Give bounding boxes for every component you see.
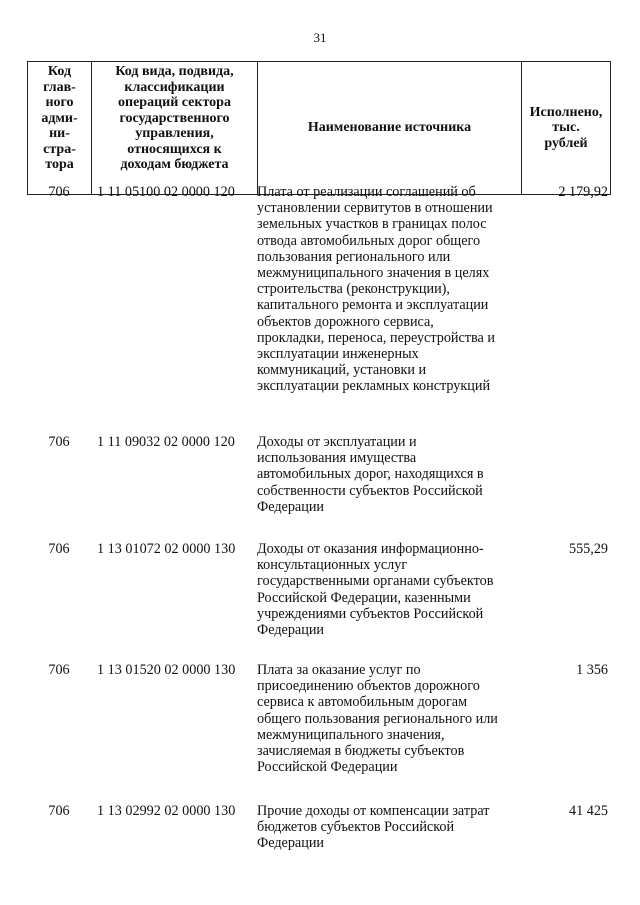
source-name-cell: Плата от реализации соглашений об установлении сервитутов в отношении земельных участков в границах полос отвода автомобильных дорог общего пользования регионального или межмуниципального значения в целях строительства (реконструкции), капитального ремонта и эксплуатации объектов дорожного сервиса, прокладки, переноса, переустройства и эксплуатации инженерных коммуникаций, установки и эксплуатации рекламных конструкций [257,184,495,395]
source-name-cell: Доходы от эксплуатации и использования имущества автомобильных дорог, находящихся в собственности субъектов Российской Федерации [257,434,484,515]
amount-cell: 555,29 [568,541,608,557]
header-admin-code: Код глав- ного адми- ни- стра- тора [28,62,92,195]
header-classification-code: Код вида, подвида, классификации операций сектора государственного управления, относящихся к доходам бюджета [92,62,258,195]
header-source-name: Наименование источника [258,62,522,195]
source-name-cell: Доходы от оказания информационно- консультационных услуг государственными органами субъектов Российской Федерации, казенными учреждениями субъектов Российской Федерации [257,541,494,639]
classification-code-cell: 1 13 01520 02 0000 130 [97,662,236,678]
table-header [27,61,611,195]
admin-code-cell: 706 [48,184,70,200]
amount-cell: 41 425 [568,803,608,819]
classification-code-cell: 1 11 05100 02 0000 120 [97,184,235,200]
classification-code-cell: 1 13 01072 02 0000 130 [97,541,236,557]
admin-code-cell: 706 [48,662,70,678]
classification-code-cell: 1 11 09032 02 0000 120 [97,434,235,450]
source-name-cell: Плата за оказание услуг по присоединению объектов дорожного сервиса к автомобильным дорогам общего пользования регионального или межмуниципального значения, зачисляемая в бюджеты субъектов Российской Федерации [257,662,498,776]
page-number: 31 [313,30,327,45]
header-executed: Исполнено, тыс. рублей [522,62,611,195]
table-row [27,541,610,662]
amount-cell: 1 356 [576,662,608,678]
table-row [27,434,610,541]
table-row [27,803,610,863]
classification-code-cell: 1 13 02992 02 0000 130 [97,803,236,819]
table-row [27,184,610,434]
table-body [27,184,610,863]
admin-code-cell: 706 [48,434,70,450]
source-name-cell: Прочие доходы от компенсации затрат бюджетов субъектов Российской Федерации [257,803,490,852]
amount-cell: 2 179,92 [558,184,608,200]
admin-code-cell: 706 [48,541,70,557]
table-row [27,662,610,803]
admin-code-cell: 706 [48,803,70,819]
